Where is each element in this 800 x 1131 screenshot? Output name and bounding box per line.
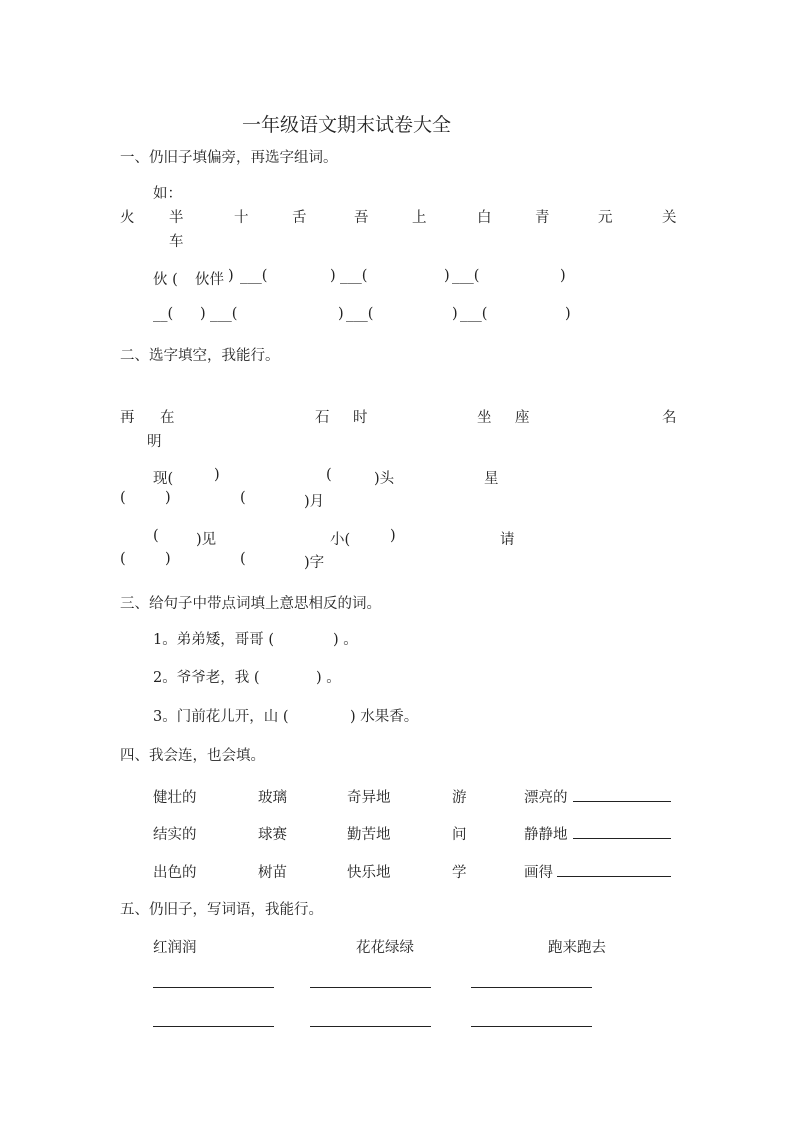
s5-answer-line-6[interactable]: [471, 1026, 592, 1027]
s4-r3-c3: 快乐地: [347, 865, 391, 881]
s5-answer-line-4[interactable]: [153, 1026, 274, 1027]
section-2-heading: 二、选字填空，我能行。: [120, 348, 280, 364]
row2-blank-2[interactable]: ___(: [210, 306, 238, 322]
s2-r2a-5: 请: [500, 532, 515, 548]
s2-char-2: 在: [160, 410, 175, 426]
s4-r1-c1: 健壮的: [153, 790, 197, 806]
s4-r2-c2: 球赛: [258, 827, 287, 843]
s2-r2b-4: )字: [304, 555, 325, 571]
s4-r2-c3: 勤苦地: [347, 827, 391, 843]
s5-answer-line-1[interactable]: [153, 987, 274, 988]
s2-r1b-2: ): [165, 490, 171, 506]
char-9: 元: [598, 210, 613, 226]
s2-char-6: 座: [515, 410, 530, 426]
s2-char-3: 石: [315, 410, 330, 426]
s2-r1b-4: )月: [304, 494, 325, 510]
s2-r1a-5: 星: [484, 471, 499, 487]
s3-item-2-pre: 2。爷爷老，我 (: [153, 670, 260, 686]
row2-close-3: ): [452, 306, 458, 322]
s2-r1b-1: (: [120, 490, 126, 506]
s4-r2-c1: 结实的: [153, 827, 197, 843]
char-2: 半: [169, 210, 184, 226]
s2-char-7: 名: [662, 410, 677, 426]
row1-close-2: ): [330, 268, 336, 284]
s4-r1-c4: 游: [452, 790, 467, 806]
s3-item-2-post: ) 。: [316, 670, 341, 686]
row2-close-2: ): [338, 306, 344, 322]
section-3-heading: 三、给句子中带点词填上意思相反的词。: [120, 596, 381, 612]
s4-r2-c4: 问: [452, 827, 467, 843]
row1-close-1: ): [228, 268, 234, 284]
s2-r1a-2: ): [214, 467, 220, 483]
s4-r1-c3: 奇异地: [347, 790, 391, 806]
s2-r2b-2: ): [165, 551, 171, 567]
s3-item-1-pre: 1。弟弟矮，哥哥 (: [153, 632, 274, 648]
s2-r2b-3: (: [240, 551, 246, 567]
s2-char-wrap: 明: [147, 434, 162, 450]
row1-first-word: 伙伴: [195, 272, 224, 288]
s5-answer-line-5[interactable]: [310, 1026, 431, 1027]
s5-word-2: 花花绿绿: [356, 940, 414, 956]
char-1: 火: [120, 210, 135, 226]
s4-r3-answer-line[interactable]: [557, 876, 671, 877]
s2-r1a-1: 现(: [153, 471, 174, 487]
s4-r2-c5: 静静地: [524, 827, 568, 843]
s5-word-1: 红润润: [153, 940, 197, 956]
s2-r2a-1: (: [153, 528, 159, 544]
s2-char-5: 坐: [477, 410, 492, 426]
s4-r2-answer-line[interactable]: [573, 838, 671, 839]
row1-blank-3[interactable]: ___(: [340, 268, 368, 284]
s4-r3-c2: 树苗: [258, 865, 287, 881]
page-title: 一年级语文期末试卷大全: [242, 114, 452, 136]
row1-first-char: 伙 (: [153, 272, 178, 288]
s4-r3-c4: 学: [452, 865, 467, 881]
s2-r2b-1: (: [120, 551, 126, 567]
row1-blank-2[interactable]: ___(: [240, 268, 268, 284]
row1-blank-4[interactable]: ___(: [452, 268, 480, 284]
row2-close-4: ): [565, 306, 571, 322]
s2-char-1: 再: [120, 410, 135, 426]
s2-r2a-2: )见: [196, 532, 217, 548]
s3-item-3-pre: 3。门前花儿开，山 (: [153, 709, 289, 725]
section-1-heading: 一、仍旧子填偏旁，再选字组词。: [120, 150, 338, 166]
section-5-heading: 五、仍旧子，写词语，我能行。: [120, 902, 323, 918]
s3-item-3-post: ) 水果香。: [350, 709, 419, 725]
s2-char-4: 时: [353, 410, 368, 426]
s2-r1b-3: (: [240, 490, 246, 506]
char-10: 关: [662, 210, 677, 226]
s5-answer-line-2[interactable]: [310, 987, 431, 988]
s4-r1-answer-line[interactable]: [573, 801, 671, 802]
row1-close-4: ): [560, 268, 566, 284]
s2-r2a-3: 小(: [330, 532, 351, 548]
row2-blank-1[interactable]: __(: [153, 306, 174, 322]
s4-r1-c2: 玻璃: [258, 790, 287, 806]
s4-r3-c5: 画得: [524, 865, 553, 881]
char-7: 白: [477, 210, 492, 226]
char-4: 舌: [292, 210, 307, 226]
char-5: 吾: [354, 210, 369, 226]
example-label: 如：: [153, 186, 182, 202]
char-6: 上: [412, 210, 427, 226]
row2-blank-4[interactable]: ___(: [460, 306, 488, 322]
row2-blank-3[interactable]: ___(: [346, 306, 374, 322]
s2-r2a-4: ): [390, 528, 396, 544]
s4-r3-c1: 出色的: [153, 865, 197, 881]
s2-r1a-4: )头: [374, 471, 395, 487]
s2-r1a-3: (: [326, 467, 332, 483]
row1-close-3: ): [444, 268, 450, 284]
section-4-heading: 四、我会连，也会填。: [120, 748, 265, 764]
char-wrap: 车: [169, 234, 184, 250]
s5-word-3: 跑来跑去: [548, 940, 606, 956]
row2-close-1: ): [200, 306, 206, 322]
char-8: 青: [535, 210, 550, 226]
s3-item-1-post: ) 。: [333, 632, 358, 648]
char-3: 十: [234, 210, 249, 226]
s4-r1-c5: 漂亮的: [524, 790, 568, 806]
s5-answer-line-3[interactable]: [471, 987, 592, 988]
